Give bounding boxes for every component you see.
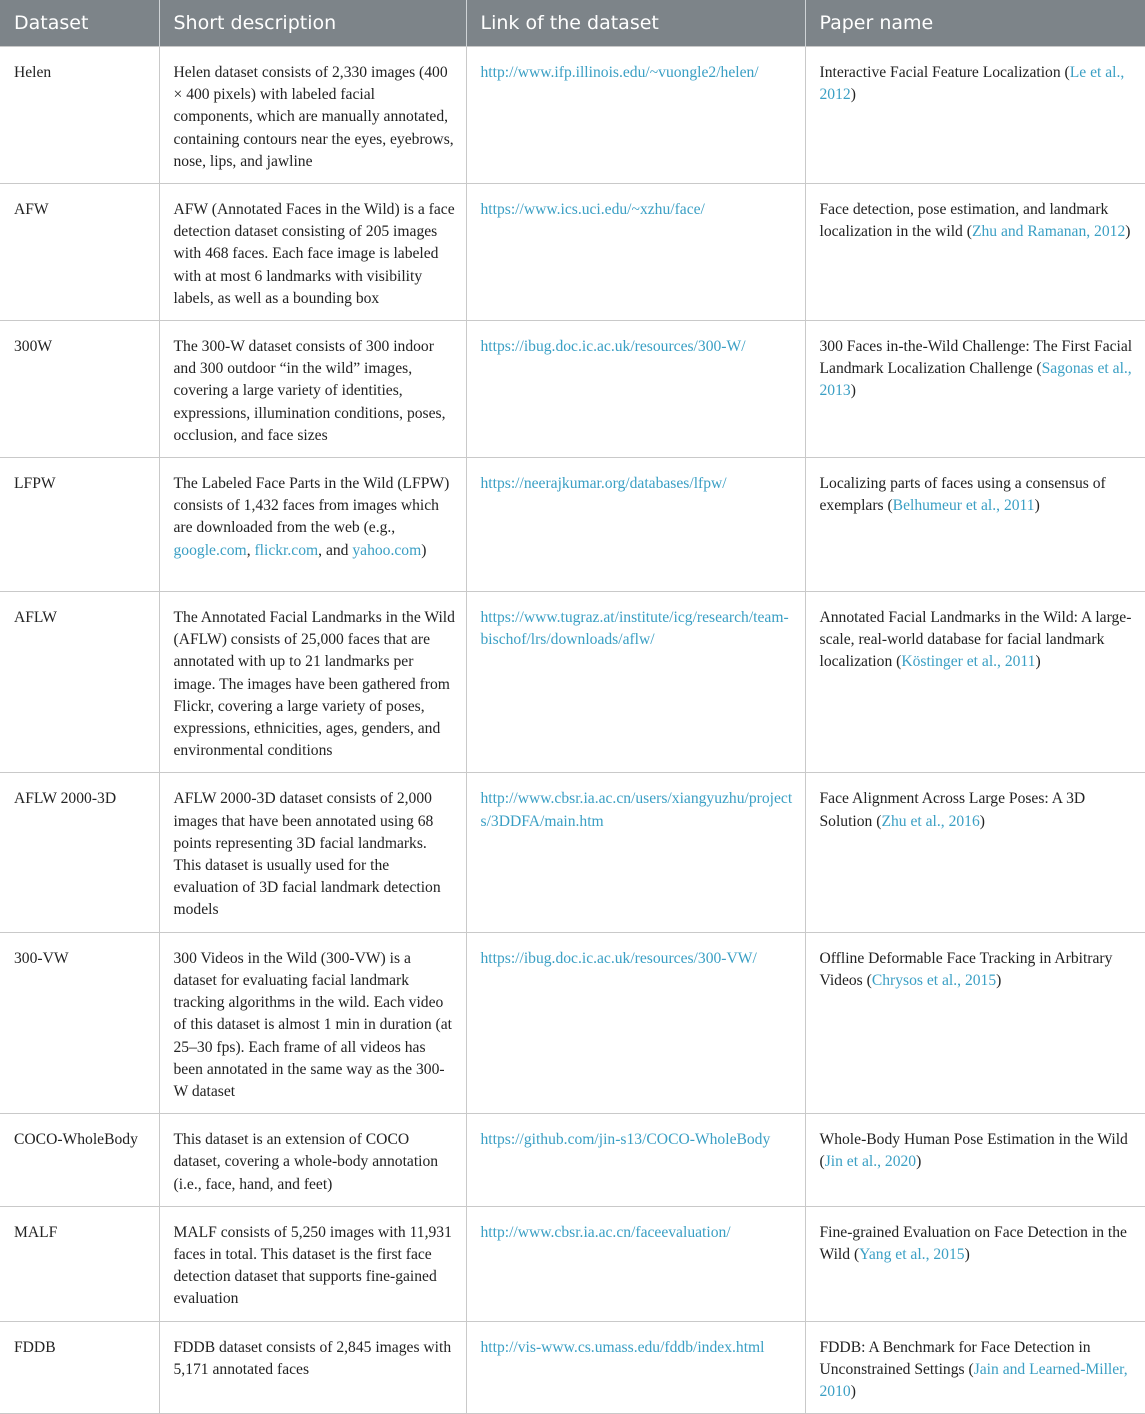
dataset-link[interactable]: http://vis-www.cs.umass.edu/fddb/index.html [480, 1338, 765, 1356]
google-link[interactable]: google.com [173, 541, 247, 559]
table-row [0, 321, 1145, 458]
dataset-cell: 300-VW [0, 932, 159, 1113]
paper-title: Fine-grained Evaluation on Face Detection in the Wild ( [819, 1223, 1127, 1263]
paper-close: ) [1034, 497, 1040, 515]
dataset-link[interactable]: http://www.ifp.illinois.edu/~vuongle2/helen/ [480, 64, 759, 81]
paper-cell [805, 592, 1145, 773]
link-cell[interactable] [466, 932, 805, 1113]
link-cell[interactable] [466, 458, 805, 592]
dataset-link[interactable]: http://www.cbsr.ia.ac.cn/faceevaluation/ [480, 1223, 731, 1241]
paper-title: Offline Deformable Face Tracking in Arbitrary Videos ( [819, 949, 1113, 989]
flickr-link[interactable]: flickr.com [254, 541, 319, 559]
paper-close: ) [1035, 653, 1041, 671]
dataset-link[interactable]: https://github.com/jin-s13/COCO-WholeBody [480, 1131, 771, 1149]
header-short-description: Short description [159, 0, 466, 47]
dataset-cell: FDDB [0, 1321, 159, 1414]
description-cell: The Annotated Facial Landmarks in the Wild (AFLW) consists of 25,000 faces that are annotated with up to 21 landmarks per image. The images have been gathered from Flickr, covering a large variety of poses, expressions, ethnicities, ages, genders, and environmental conditions [159, 592, 466, 773]
table-row [0, 184, 1145, 321]
dataset-cell: COCO-WholeBody [0, 1114, 159, 1207]
header-paper-name: Paper name [805, 0, 1145, 47]
paper-title: FDDB: A Benchmark for Face Detection in Unconstrained Settings ( [819, 1338, 1091, 1378]
citation-link[interactable]: Yang et al., 2015 [859, 1245, 965, 1263]
table-row [0, 1206, 1145, 1321]
link-cell[interactable] [466, 592, 805, 773]
yahoo-link[interactable]: yahoo.com [352, 541, 422, 559]
table-row [0, 1321, 1145, 1414]
paper-cell [805, 184, 1145, 321]
dataset-link[interactable]: http://www.cbsr.ia.ac.cn/users/xiangyuzhu/projects/3DDFA/main.htm [480, 790, 793, 830]
description-cell: Helen dataset consists of 2,330 images (400 × 400 pixels) with labeled facial components, which are manually annotated, containing contours near the eyes, eyebrows, nose, lips, and jawline [159, 47, 466, 184]
table-body [0, 47, 1145, 1414]
dataset-cell: Helen [0, 47, 159, 184]
dataset-link[interactable]: https://neerajkumar.org/databases/lfpw/ [480, 475, 727, 493]
description-cell [159, 458, 466, 592]
dataset-link[interactable]: https://www.ics.uci.edu/~xzhu/face/ [480, 201, 705, 219]
citation-link[interactable]: Jin et al., 2020 [824, 1153, 917, 1171]
paper-close: ) [979, 812, 985, 830]
paper-close: ) [850, 382, 856, 400]
description-cell: AFW (Annotated Faces in the Wild) is a face detection dataset consisting of 205 images with 468 faces. Each face image is labeled with at most 6 landmarks with visibility labels, as well as a bounding box [159, 184, 466, 321]
description-cell: MALF consists of 5,250 images with 11,931 faces in total. This dataset is the first face detection dataset that supports fine-gained evaluation [159, 1206, 466, 1321]
dataset-cell: MALF [0, 1206, 159, 1321]
dataset-cell: AFW [0, 184, 159, 321]
paper-close: ) [1125, 223, 1131, 241]
paper-close: ) [964, 1245, 970, 1263]
dataset-cell: AFLW [0, 592, 159, 773]
paper-close: ) [916, 1153, 922, 1171]
description-cell: This dataset is an extension of COCO dataset, covering a whole-body annotation (i.e., face, hand, and feet) [159, 1114, 466, 1207]
paper-close: ) [850, 86, 856, 104]
dataset-link[interactable]: https://www.tugraz.at/institute/icg/research/team-bischof/lrs/downloads/aflw/ [480, 609, 789, 649]
table-row [0, 1114, 1145, 1207]
citation-link[interactable]: Jain and Learned-Miller, 2010 [819, 1360, 1128, 1400]
citation-link[interactable]: Zhu et al., 2016 [881, 812, 980, 830]
dataset-cell: 300W [0, 321, 159, 458]
citation-link[interactable]: Chrysos et al., 2015 [871, 971, 997, 989]
link-cell[interactable] [466, 321, 805, 458]
description-close: ) [421, 541, 427, 559]
description-cell: AFLW 2000-3D dataset consists of 2,000 images that have been annotated using 68 points representing 3D facial landmarks. This dataset is usually used for the evaluation of 3D facial landmark detection models [159, 773, 466, 932]
link-cell[interactable] [466, 184, 805, 321]
table-row [0, 773, 1145, 932]
table-row [0, 458, 1145, 592]
paper-title: Interactive Facial Feature Localization ( [819, 64, 1070, 81]
paper-title: Face detection, pose estimation, and landmark localization in the wild ( [819, 201, 1109, 241]
dataset-link[interactable]: https://ibug.doc.ic.ac.uk/resources/300-W/ [480, 338, 746, 356]
paper-close: ) [850, 1382, 856, 1400]
citation-link[interactable]: Zhu and Ramanan, 2012 [971, 223, 1126, 241]
link-cell[interactable] [466, 773, 805, 932]
description-text: The Labeled Face Parts in the Wild (LFPW) consists of 1,432 faces from images which are downloaded from the web (e.g., [173, 475, 450, 537]
link-cell[interactable] [466, 1321, 805, 1414]
paper-title: 300 Faces in-the-Wild Challenge: The First Facial Landmark Localization Challenge ( [819, 338, 1133, 378]
link-cell[interactable] [466, 1114, 805, 1207]
link-cell[interactable] [466, 47, 805, 184]
paper-cell [805, 458, 1145, 592]
header-row [0, 0, 1145, 47]
paper-title: Localizing parts of faces using a consensus of exemplars ( [819, 475, 1106, 515]
paper-title: Face Alignment Across Large Poses: A 3D Solution ( [819, 790, 1086, 830]
table-header [0, 0, 1145, 47]
paper-cell [805, 773, 1145, 932]
paper-cell [805, 1206, 1145, 1321]
paper-title: Annotated Facial Landmarks in the Wild: A large-scale, real-world database for facial landmark localization ( [819, 609, 1132, 671]
paper-cell [805, 932, 1145, 1113]
header-dataset: Dataset [0, 0, 159, 47]
paper-cell [805, 47, 1145, 184]
table-row [0, 47, 1145, 184]
dataset-cell: LFPW [0, 458, 159, 592]
description-cell: The 300-W dataset consists of 300 indoor and 300 outdoor “in the wild” images, covering a large variety of identities, expressions, illumination conditions, poses, occlusion, and face sizes [159, 321, 466, 458]
dataset-link[interactable]: https://ibug.doc.ic.ac.uk/resources/300-VW/ [480, 949, 757, 967]
link-cell[interactable] [466, 1206, 805, 1321]
paper-cell [805, 321, 1145, 458]
paper-close: ) [996, 971, 1002, 989]
paper-title: Whole-Body Human Pose Estimation in the Wild ( [819, 1131, 1128, 1171]
paper-cell [805, 1114, 1145, 1207]
citation-link[interactable]: Sagonas et al., 2013 [819, 360, 1132, 400]
description-sep: , and [318, 541, 353, 559]
dataset-cell: AFLW 2000-3D [0, 773, 159, 932]
description-cell: FDDB dataset consists of 2,845 images with 5,171 annotated faces [159, 1321, 466, 1414]
table-row [0, 932, 1145, 1113]
citation-link[interactable]: Belhumeur et al., 2011 [892, 497, 1035, 515]
description-cell: 300 Videos in the Wild (300-VW) is a dataset for evaluating facial landmark tracking algorithms in the wild. Each video of this dataset is almost 1 min in duration (at 25–30 fps). Each frame of all videos has been annotated in the same way as the 300-W dataset [159, 932, 466, 1113]
header-link: Link of the dataset [466, 0, 805, 47]
paper-cell [805, 1321, 1145, 1414]
table-row [0, 592, 1145, 773]
description-sep: , [246, 541, 255, 559]
citation-link[interactable]: Le et al., 2012 [819, 64, 1125, 104]
citation-link[interactable]: Köstinger et al., 2011 [901, 653, 1036, 671]
